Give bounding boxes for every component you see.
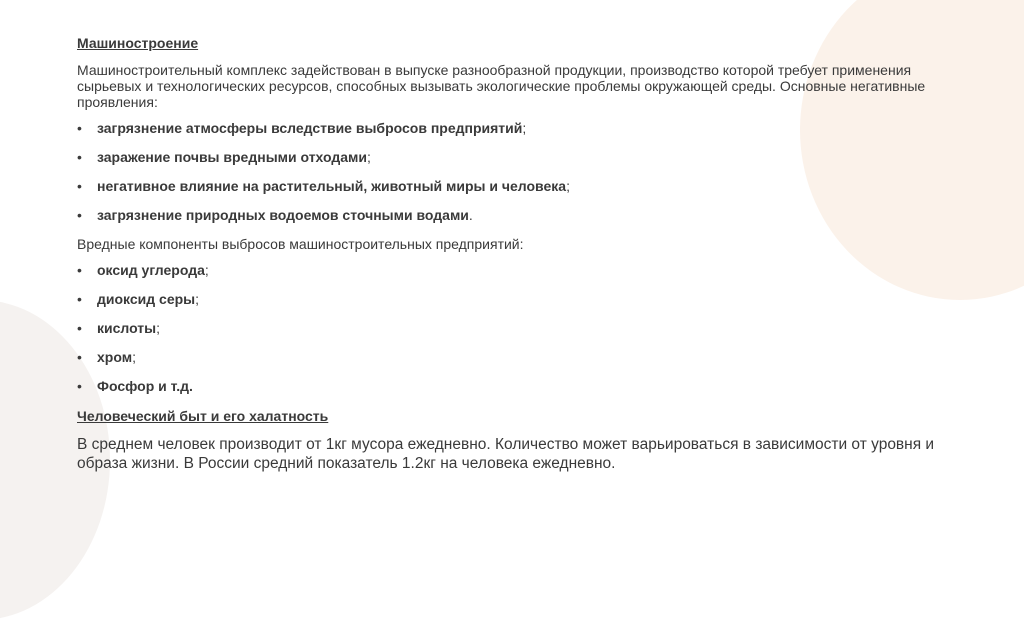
- list-item: • загрязнение природных водоемов сточными водами.: [77, 207, 473, 223]
- negative-effects-list: [77, 120, 937, 223]
- household-paragraph: В среднем человек производит от 1кг мусора ежедневно. Количество может варьироваться в зависимости от уровня и образа жизни. В России средний показатель 1.2кг на человека ежедневно.: [77, 436, 935, 472]
- list-item: • оксид углерода;: [77, 262, 209, 278]
- harmful-components-list: [77, 262, 937, 394]
- bullet-icon: •: [77, 262, 82, 278]
- bullet-icon: •: [77, 149, 82, 165]
- components-intro: Вредные компоненты выбросов машиностроительных предприятий:: [77, 236, 524, 252]
- list-item: • кислоты;: [77, 320, 161, 336]
- section-heading-machinery: Машиностроение: [77, 35, 199, 51]
- list-item: • заражение почвы вредными отходами;: [77, 149, 371, 165]
- bullet-icon: •: [77, 120, 82, 136]
- list-item: • Фосфор и т.д.: [77, 378, 193, 394]
- bullet-icon: •: [77, 291, 82, 307]
- bullet-icon: •: [77, 378, 82, 394]
- section-heading-household: Человеческий быт и его халатность: [77, 408, 329, 424]
- list-item: • негативное влияние на растительный, животный миры и человека;: [77, 178, 570, 194]
- list-item: • загрязнение атмосферы вследствие выбросов предприятий;: [77, 120, 527, 136]
- bullet-icon: •: [77, 349, 82, 365]
- list-item: • хром;: [77, 349, 136, 365]
- bullet-icon: •: [77, 207, 82, 223]
- bullet-icon: •: [77, 320, 82, 336]
- bullet-icon: •: [77, 178, 82, 194]
- intro-paragraph: Машиностроительный комплекс задействован в выпуске разнообразной продукции, производство которой требует применения сырьевых и технологических ресурсов, способных вызывать экологические проблемы окружающей среды. Основные негативные проявления:: [77, 62, 926, 110]
- slide-content: [77, 34, 937, 473]
- list-item: • диоксид серы;: [77, 291, 200, 307]
